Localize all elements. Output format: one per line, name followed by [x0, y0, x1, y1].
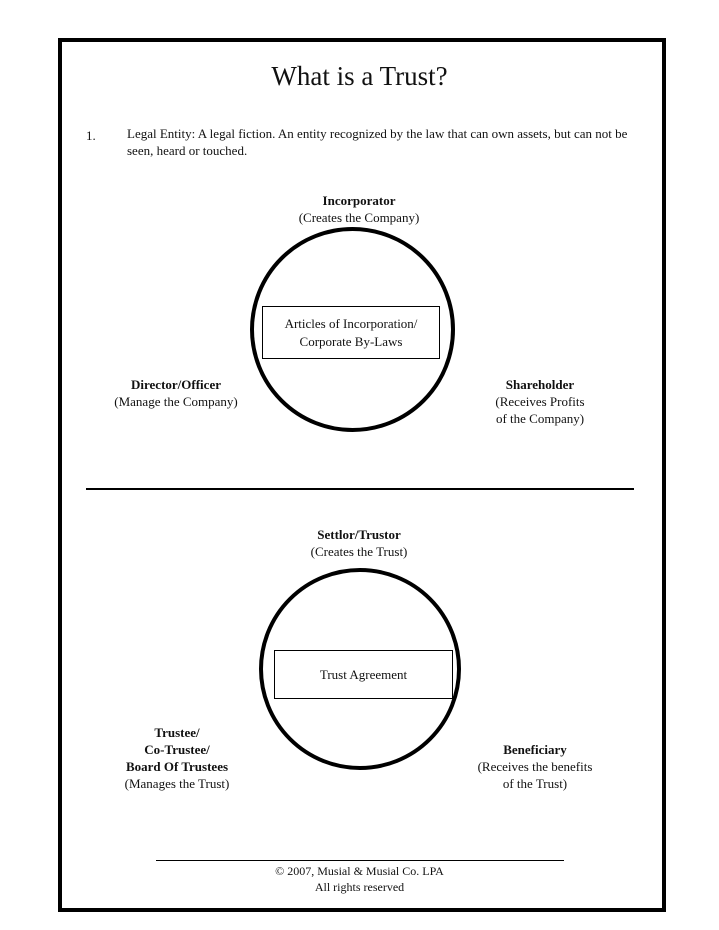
- articles-box: [262, 306, 440, 359]
- beneficiary-sub-1: (Receives the benefits: [477, 759, 593, 774]
- beneficiary-heading: Beneficiary: [503, 742, 567, 757]
- shareholder-sub-2: of the Company): [495, 411, 585, 426]
- trustee-heading-2: Co-Trustee/: [144, 742, 210, 757]
- articles-line-1: Articles of Incorporation/: [284, 315, 418, 331]
- rights-text: All rights reserved: [314, 880, 405, 894]
- trustee-sub: (Manages the Trust): [124, 776, 230, 791]
- incorporator-heading: Incorporator: [322, 193, 396, 208]
- trustee-heading-1: Trustee/: [154, 725, 200, 740]
- trustee-label: [102, 724, 252, 792]
- page-title: What is a Trust?: [271, 61, 448, 91]
- section-divider: [86, 488, 634, 490]
- beneficiary-label: [460, 741, 610, 792]
- list-item-number: 1.: [86, 128, 96, 143]
- settlor-trustor-heading: Settlor/Trustor: [317, 527, 401, 542]
- shareholder-heading: Shareholder: [505, 377, 575, 392]
- copyright-text: © 2007, Musial & Musial Co. LPA: [275, 864, 444, 878]
- director-officer-heading: Director/Officer: [131, 377, 221, 392]
- incorporator-label: [259, 192, 459, 226]
- beneficiary-sub-2: of the Trust): [502, 776, 568, 791]
- shareholder-label: [470, 376, 610, 427]
- director-officer-label: [96, 376, 256, 410]
- shareholder-sub-1: (Receives Profits: [495, 394, 585, 409]
- footer: [0, 863, 719, 895]
- trustee-heading-3: Board Of Trustees: [125, 759, 229, 774]
- legal-entity-definition: Legal Entity: A legal fiction. An entity recognized by the law that can own assets, but can not be seen, heard or touched.: [127, 126, 628, 158]
- settlor-trustor-sub: (Creates the Trust): [310, 544, 408, 559]
- articles-line-2: Corporate By-Laws: [299, 333, 403, 349]
- trust-agreement-text: Trust Agreement: [319, 666, 408, 682]
- director-officer-sub: (Manage the Company): [114, 394, 238, 409]
- trust-agreement-box: [274, 650, 453, 699]
- footer-rule: [156, 860, 564, 861]
- incorporator-sub: (Creates the Company): [298, 210, 420, 225]
- settlor-trustor-label: [259, 526, 459, 560]
